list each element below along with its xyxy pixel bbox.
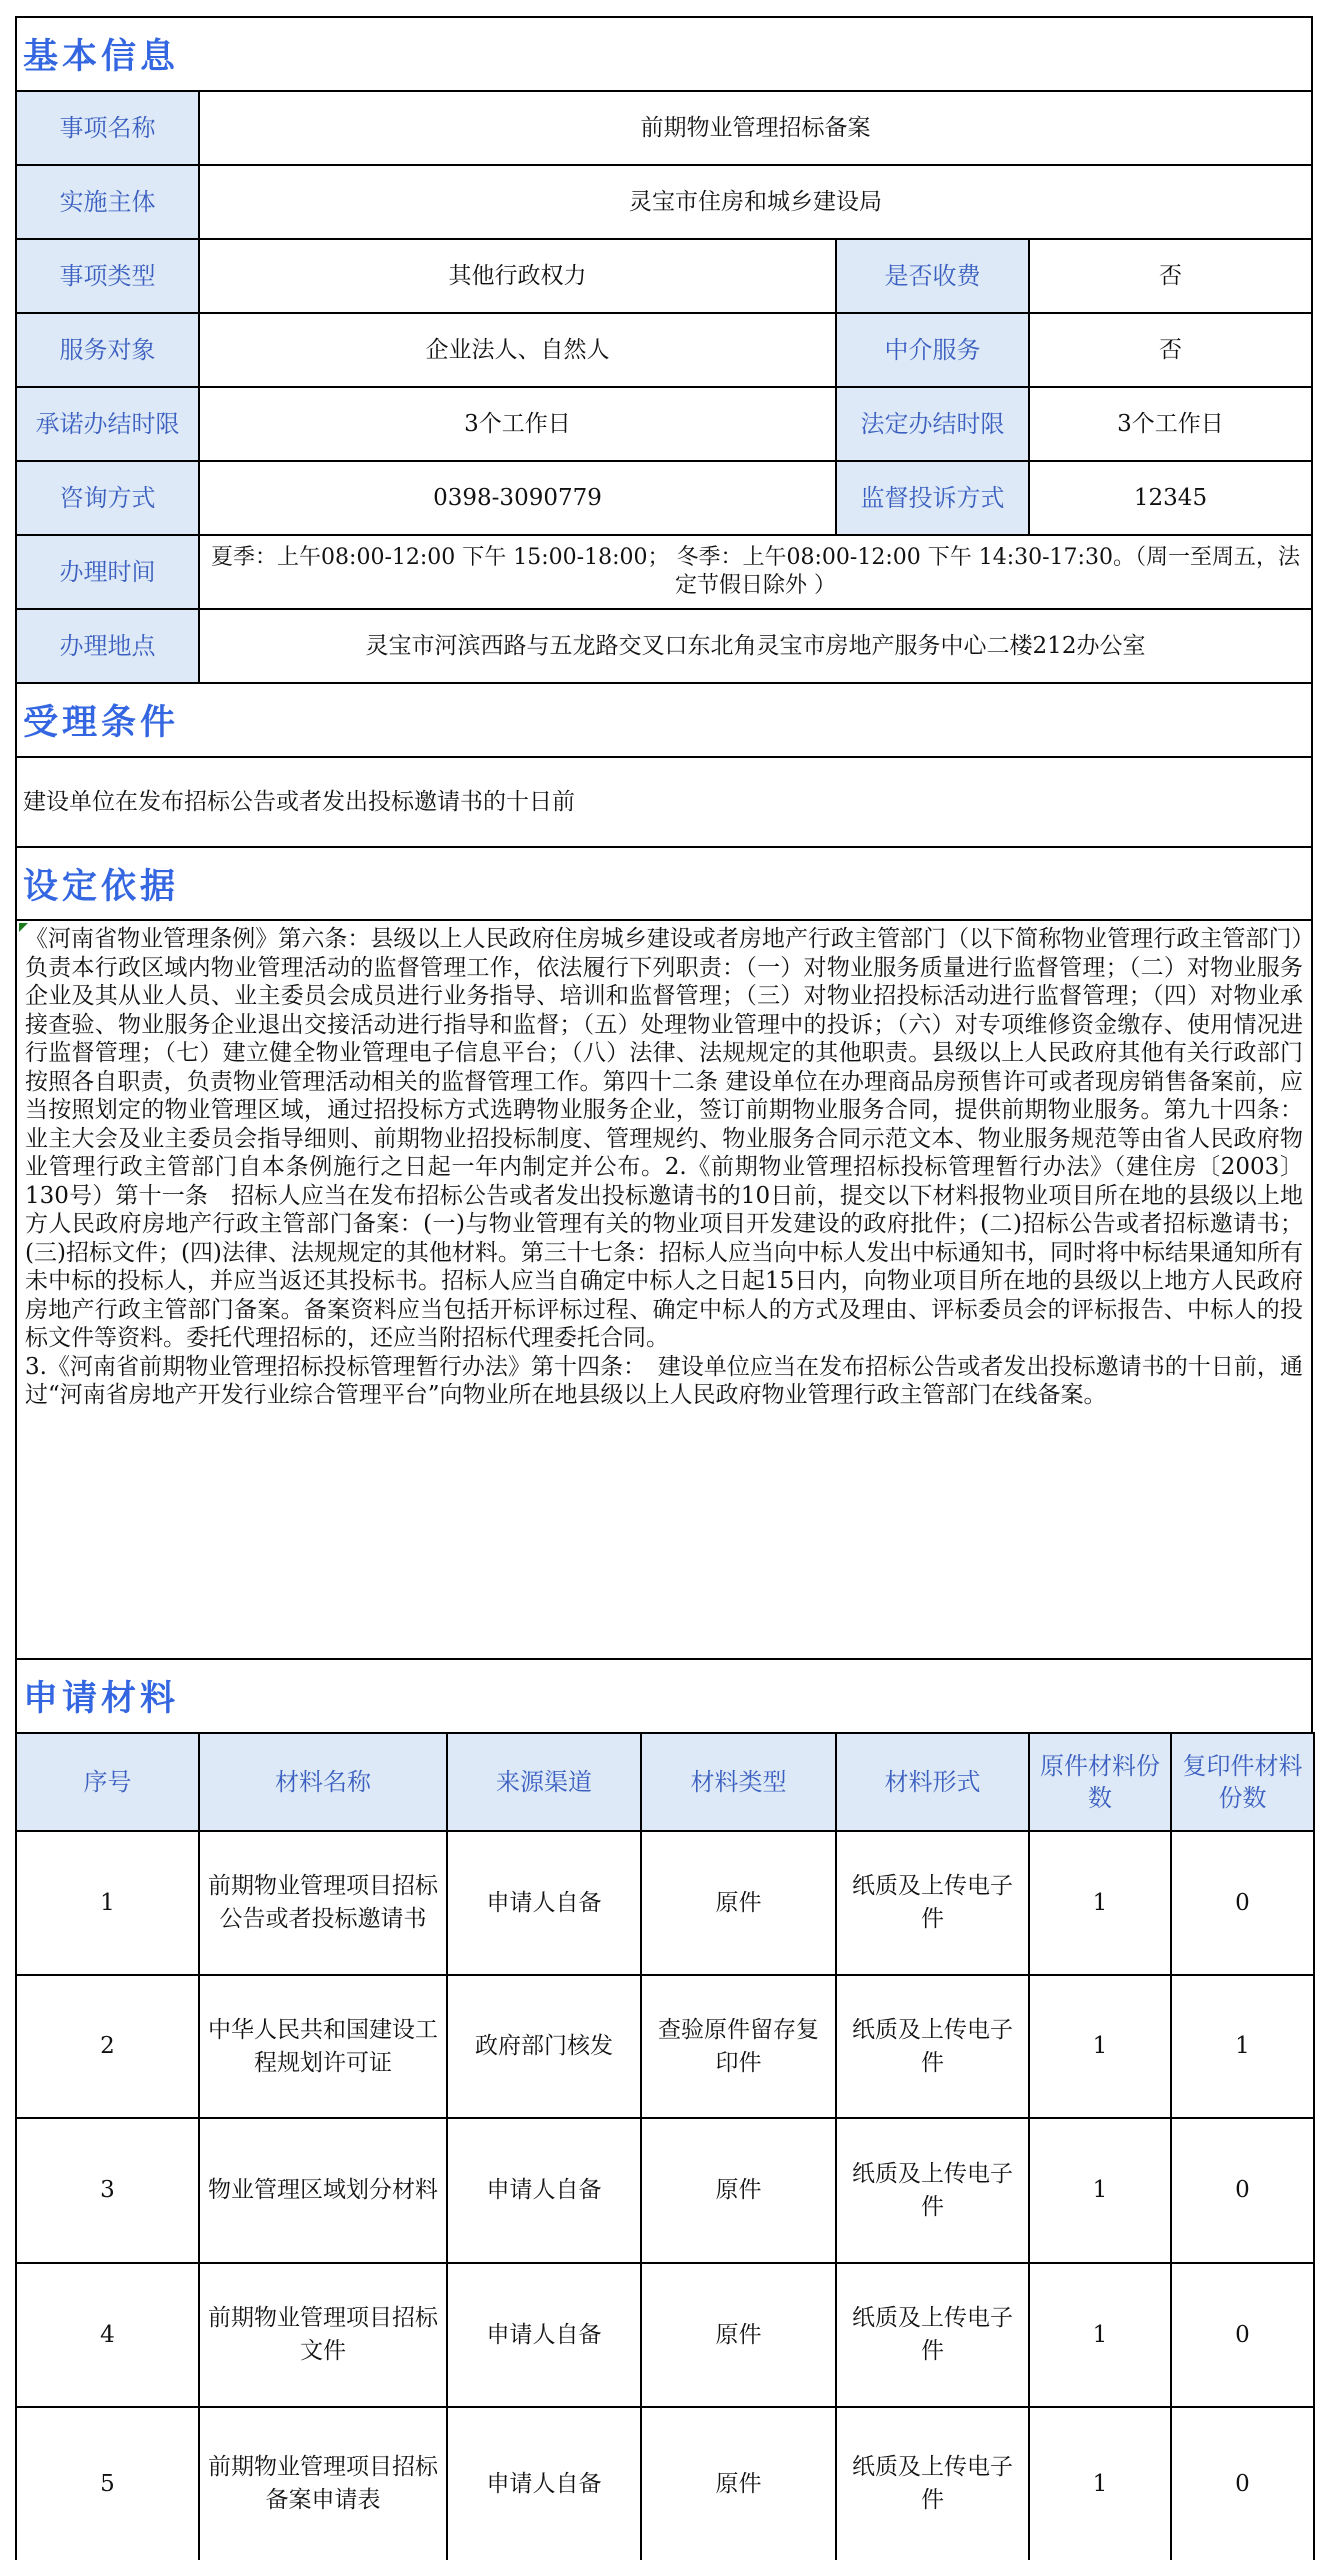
materials-row-4-col-originals: 1 (1028, 2262, 1172, 2408)
item-name-value: 前期物业管理招标备案 (198, 90, 1313, 166)
materials-header-col-source: 来源渠道 (446, 1732, 642, 1832)
materials-title: 申请材料 (23, 1679, 180, 1719)
materials-header-col-type: 材料类型 (640, 1732, 837, 1832)
acceptance-header (15, 682, 1313, 758)
service-target-value: 企业法人、自然人 (198, 312, 837, 388)
intermediary-value: 否 (1028, 312, 1313, 388)
error-indicator-icon (19, 923, 28, 932)
materials-row-2-col-no: 2 (15, 1974, 200, 2119)
materials-row-3-col-name: 物业管理区域划分材料 (198, 2117, 448, 2264)
materials-row-1-col-type: 原件 (640, 1830, 837, 1976)
basis-header (15, 846, 1313, 921)
promised-limit-label: 承诺办结时限 (15, 386, 200, 462)
acceptance-title: 受理条件 (23, 703, 180, 743)
materials-row-3-col-copies: 0 (1170, 2117, 1315, 2264)
materials-row-1-col-no: 1 (15, 1830, 200, 1976)
charge-value: 否 (1028, 238, 1313, 314)
complaint-value: 12345 (1028, 460, 1313, 536)
charge-label: 是否收费 (835, 238, 1030, 314)
legal-limit-label: 法定办结时限 (835, 386, 1030, 462)
basic-info-title: 基本信息 (23, 37, 180, 77)
service-target-label: 服务对象 (15, 312, 200, 388)
materials-header-col-name: 材料名称 (198, 1732, 448, 1832)
basis-paragraph-2: 3.《河南省前期物业管理招标投标管理暂行办法》第十四条： 建设单位应当在发布招标公告或者发出投标邀请书的十日前，通过“河南省房地产开发行业综合管理平台”向物业所在地县级以上人民政府物业管理行政主管部门在线备案。 (25, 1353, 1303, 1408)
materials-row-4-col-no: 4 (15, 2262, 200, 2408)
materials-row-2-col-originals: 1 (1028, 1974, 1172, 2119)
materials-header-col-copies: 复印件材料份数 (1170, 1732, 1315, 1832)
materials-row-5-col-type: 原件 (640, 2406, 837, 2560)
materials-row-3-col-originals: 1 (1028, 2117, 1172, 2264)
basis-paragraph-1: 《河南省物业管理条例》第六条：县级以上人民政府住房城乡建设或者房地产行政主管部门（以下简称物业管理行政主管部门）负责本行政区域内物业管理活动的监督管理工作，依法履行下列职责：（一）对物业服务质量进行监督管理；（二）对物业服务企业及其从业人员、业主委员会成员进行业务指导、培训和监督管理；（三）对物业招投标活动进行监督管理；（四）对物业承接查验、物业服务企业退出交接活动进行指导和监督；（五）处理物业管理中的投诉；（六）对专项维修资金缴存、使用情况进行监督管理；（七）建立健全物业管理电子信息平台；（八）法律、法规规定的其他职责。县级以上人民政府其他有关行政部门按照各自职责，负责物业管理活动相关的监督管理工作。第四十二条 建设单位在办理商品房预售许可或者现房销售备案前，应当按照划定的物业管理区域，通过招投标方式选聘物业服务企业，签订前期物业服务合同，提供前期物业服务。第九十四条：业主大会及业主委员会指导细则、前期物业招投标制度、管理规约、物业服务合同示范文本、物业服务规范等由省人民政府物业管理行政主管部门自本条例施行之日起一年内制定并公布。2.《前期物业管理招标投标管理暂行办法》（建住房〔2003〕130号）第十一条 招标人应当在发布招标公告或者发出投标邀请书的10日前，提交以下材料报物业项目所在地的县级以上地方人民政府房地产行政主管部门备案：(一)与物业管理有关的物业项目开发建设的政府批件；(二)招标公告或者招标邀请书；(三)招标文件；(四)法律、法规规定的其他材料。第三十七条：招标人应当向中标人发出中标通知书，同时将中标结果通知所有未中标的投标人，并应当返还其投标书。招标人应当自确定中标人之日起15日内，向物业项目所在地的县级以上地方人民政府房地产行政主管部门备案。备案资料应当包括开标评标过程、确定中标人的方式及理由、评标委员会的评标报告、中标人的投标文件等资料。委托代理招标的，还应当附招标代理委托合同。 (25, 926, 1303, 1351)
materials-row-5-col-copies: 0 (1170, 2406, 1315, 2560)
materials-row-3-col-form: 纸质及上传电子件 (835, 2117, 1030, 2264)
materials-row-1-col-name: 前期物业管理项目招标公告或者投标邀请书 (198, 1830, 448, 1976)
item-name-label: 事项名称 (15, 90, 200, 166)
basis-text (15, 919, 1313, 1660)
materials-row-2-col-type: 查验原件留存复印件 (640, 1974, 837, 2119)
materials-header-col-no: 序号 (15, 1732, 200, 1832)
materials-row-5-col-source: 申请人自备 (446, 2406, 642, 2560)
materials-row-3-col-source: 申请人自备 (446, 2117, 642, 2264)
acceptance-text: 建设单位在发布招标公告或者发出投标邀请书的十日前 (15, 756, 1313, 848)
materials-row-5-col-originals: 1 (1028, 2406, 1172, 2560)
materials-row-5-col-name: 前期物业管理项目招标备案申请表 (198, 2406, 448, 2560)
materials-row-3-col-type: 原件 (640, 2117, 837, 2264)
materials-row-3-col-no: 3 (15, 2117, 200, 2264)
materials-row-2-col-source: 政府部门核发 (446, 1974, 642, 2119)
consult-label: 咨询方式 (15, 460, 200, 536)
basis-title: 设定依据 (23, 866, 180, 907)
materials-row-2-col-form: 纸质及上传电子件 (835, 1974, 1030, 2119)
materials-header-col-form: 材料形式 (835, 1732, 1030, 1832)
materials-header-col-originals: 原件材料份数 (1028, 1732, 1172, 1832)
materials-row-4-col-source: 申请人自备 (446, 2262, 642, 2408)
materials-row-1-col-originals: 1 (1028, 1830, 1172, 1976)
materials-row-1-col-source: 申请人自备 (446, 1830, 642, 1976)
materials-row-5-col-no: 5 (15, 2406, 200, 2560)
basic-info-header (15, 16, 1313, 92)
office-hours-value: 夏季：上午08:00-12:00 下午 15:00-18:00； 冬季：上午08:00-12:00 下午 14:30-17:30。（周一至周五，法定节假日除外 ） (198, 534, 1313, 610)
intermediary-label: 中介服务 (835, 312, 1030, 388)
legal-limit-value: 3个工作日 (1028, 386, 1313, 462)
materials-row-4-col-name: 前期物业管理项目招标文件 (198, 2262, 448, 2408)
materials-row-1-col-form: 纸质及上传电子件 (835, 1830, 1030, 1976)
materials-row-4-col-form: 纸质及上传电子件 (835, 2262, 1030, 2408)
item-type-label: 事项类型 (15, 238, 200, 314)
consult-value: 0398-3090779 (198, 460, 837, 536)
location-label: 办理地点 (15, 608, 200, 684)
item-type-value: 其他行政权力 (198, 238, 837, 314)
materials-row-5-col-form: 纸质及上传电子件 (835, 2406, 1030, 2560)
materials-row-4-col-copies: 0 (1170, 2262, 1315, 2408)
promised-limit-value: 3个工作日 (198, 386, 837, 462)
office-hours-label: 办理时间 (15, 534, 200, 610)
implementer-label: 实施主体 (15, 164, 200, 240)
materials-row-1-col-copies: 0 (1170, 1830, 1315, 1976)
materials-row-4-col-type: 原件 (640, 2262, 837, 2408)
complaint-label: 监督投诉方式 (835, 460, 1030, 536)
materials-row-2-col-name: 中华人民共和国建设工程规划许可证 (198, 1974, 448, 2119)
materials-header (15, 1658, 1313, 1734)
materials-row-2-col-copies: 1 (1170, 1974, 1315, 2119)
implementer-value: 灵宝市住房和城乡建设局 (198, 164, 1313, 240)
location-value: 灵宝市河滨西路与五龙路交叉口东北角灵宝市房地产服务中心二楼212办公室 (198, 608, 1313, 684)
